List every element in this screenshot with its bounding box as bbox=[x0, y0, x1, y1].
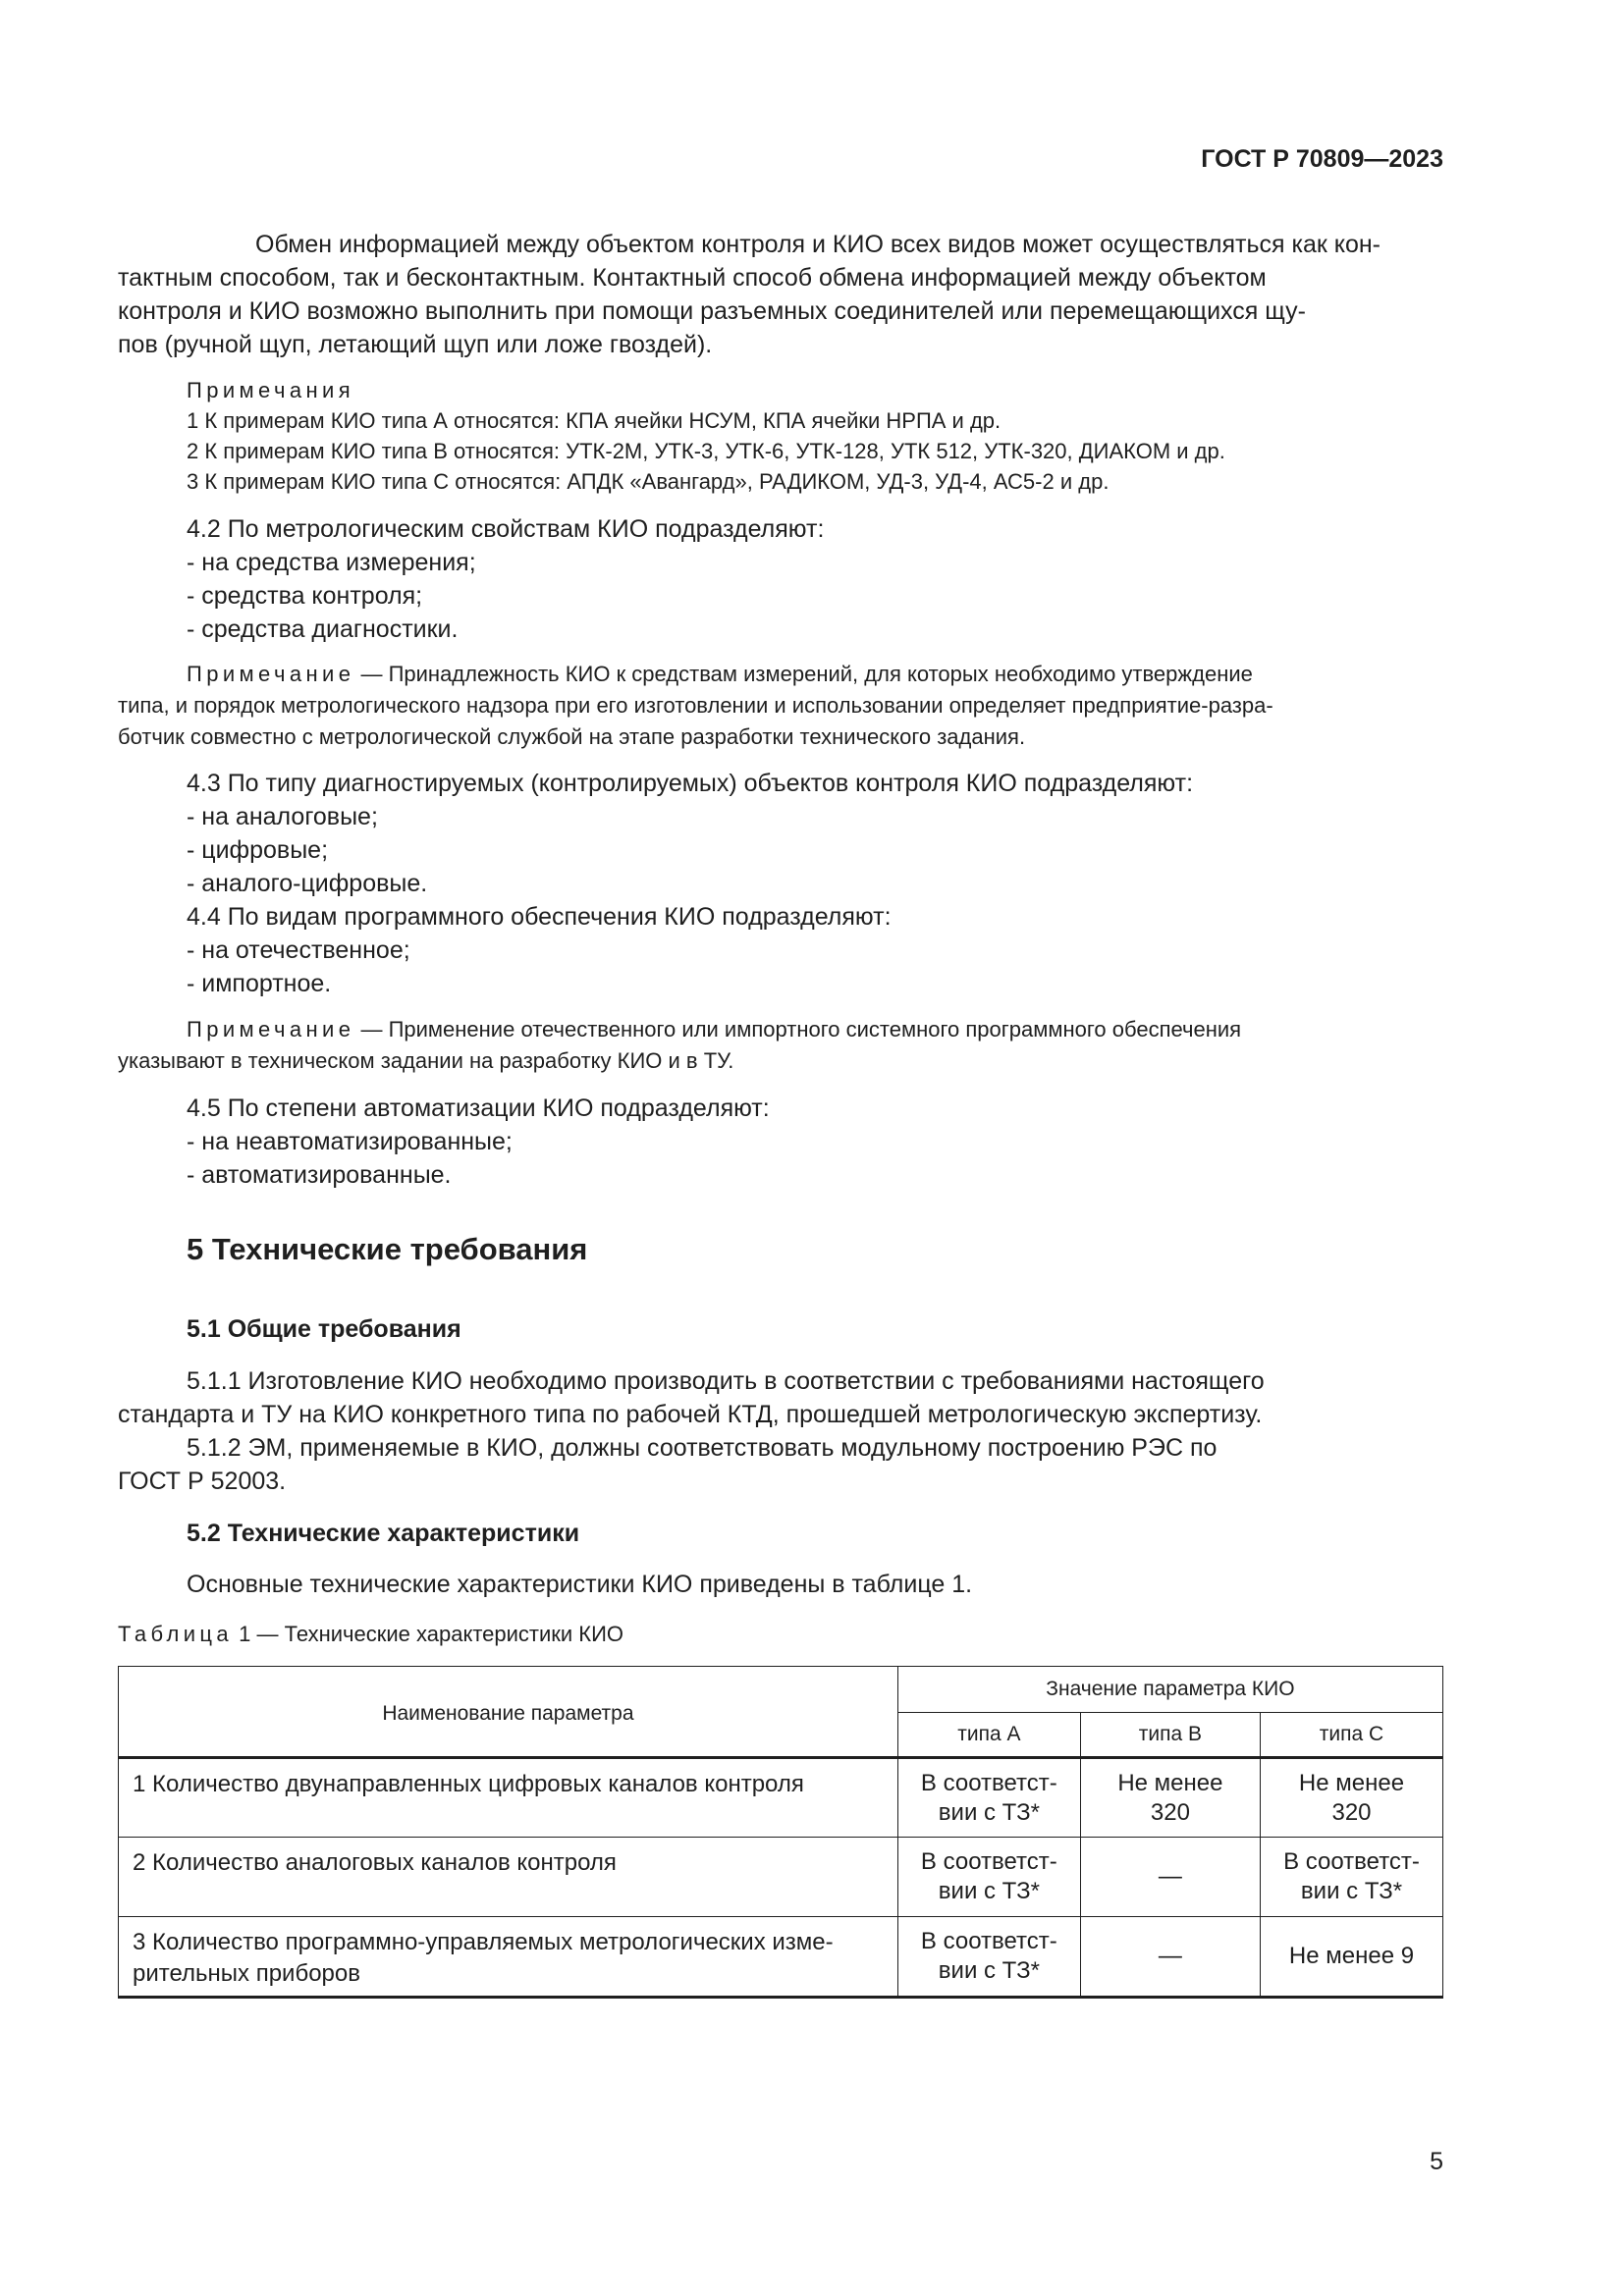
column-header-parameter-name: Наименование параметра bbox=[119, 1667, 898, 1758]
note-item-1: 1 К примерам КИО типа А относятся: КПА ячейки НСУМ, КПА ячейки НРПА и др. bbox=[187, 408, 1001, 433]
note-item-3: 3 К примерам КИО типа С относятся: АПДК «Авангард», РАДИКОМ, УД-3, УД-4, АС5-2 и др. bbox=[187, 469, 1110, 494]
cell-text: вии с ТЗ* bbox=[1300, 1878, 1403, 1904]
list-item: - средства контроля; bbox=[187, 582, 423, 610]
cell-type-a bbox=[897, 1838, 1080, 1917]
cell-text: В соответст- bbox=[1283, 1848, 1420, 1875]
cell-text: В соответст- bbox=[920, 1848, 1057, 1875]
intro-line-2: тактным способом, так и бесконтактным. Контактный способ обмена информацией между объектом bbox=[118, 264, 1267, 292]
table-caption-text: 1 — Технические характеристики КИО bbox=[233, 1622, 624, 1646]
section-4-5-heading: 4.5 По степени автоматизации КИО подразделяют: bbox=[187, 1095, 770, 1122]
cell-type-b bbox=[1080, 1758, 1260, 1838]
list-item: - на неавтоматизированные; bbox=[187, 1128, 513, 1155]
section-5-title: 5 Технические требования bbox=[187, 1232, 588, 1266]
cell-text: — bbox=[1158, 1943, 1182, 1969]
cell-text: вии с ТЗ* bbox=[938, 1878, 1040, 1904]
section-5-1-1-line-1: 5.1.1 Изготовление КИО необходимо производить в соответствии с требованиями настоящего bbox=[187, 1367, 1265, 1395]
note-2-line-2: типа, и порядок метрологического надзора при его изготовлении и использовании определяет предприятие-разра- bbox=[118, 693, 1273, 718]
cell-text: Не менее bbox=[1298, 1769, 1405, 1796]
note-item-2: 2 К примерам КИО типа В относятся: УТК-2М, УТК-3, УТК-6, УТК-128, УТК 512, УТК-320, ДИАКОМ и др. bbox=[187, 439, 1225, 463]
list-item: - цифровые; bbox=[187, 836, 329, 864]
note-dash: — bbox=[354, 1017, 389, 1041]
list-item: - на аналоговые; bbox=[187, 803, 378, 830]
cell-text: В соответст- bbox=[920, 1769, 1057, 1796]
section-5-1-title: 5.1 Общие требования bbox=[187, 1315, 461, 1343]
table-caption-label: Таблица bbox=[118, 1622, 234, 1646]
cell-text: 2 Количество аналоговых каналов контроля bbox=[133, 1849, 617, 1876]
section-4-4-heading: 4.4 По видам программного обеспечения КИО подразделяют: bbox=[187, 903, 892, 931]
cell-parameter-name bbox=[119, 1917, 898, 1998]
list-item: - средства диагностики. bbox=[187, 615, 459, 643]
table-caption bbox=[118, 1622, 623, 1647]
note-text: Применение отечественного или импортного системного программного обеспечения bbox=[388, 1017, 1242, 1041]
cell-type-b bbox=[1080, 1917, 1260, 1998]
cell-text: 1 Количество двунаправленных цифровых каналов контроля bbox=[133, 1771, 804, 1797]
section-4-2-heading: 4.2 По метрологическим свойствам КИО подразделяют: bbox=[187, 515, 825, 543]
page-number: 5 bbox=[1430, 2148, 1443, 2175]
technical-characteristics-table bbox=[118, 1666, 1443, 1999]
column-header-type-c: типа С bbox=[1260, 1713, 1442, 1758]
note-3-line-2: указывают в техническом задании на разработку КИО и в ТУ. bbox=[118, 1048, 734, 1073]
cell-parameter-name bbox=[119, 1838, 898, 1917]
note-3-line-1 bbox=[187, 1014, 1443, 1045]
note-2-line-1 bbox=[187, 659, 1443, 690]
list-item: - аналого-цифровые. bbox=[187, 870, 428, 897]
table-row bbox=[119, 1917, 1443, 1998]
note-text: Принадлежность КИО к средствам измерений, для которых необходимо утверждение bbox=[388, 662, 1253, 686]
cell-type-c bbox=[1260, 1838, 1442, 1917]
cell-type-b bbox=[1080, 1838, 1260, 1917]
notes-title: Примечания bbox=[187, 378, 355, 402]
note-label: Примечание bbox=[187, 1017, 355, 1041]
cell-parameter-name bbox=[119, 1758, 898, 1838]
cell-text: 3 Количество программно-управляемых метрологических изме- bbox=[133, 1929, 834, 1955]
cell-text: 320 bbox=[1331, 1798, 1372, 1826]
cell-type-c bbox=[1260, 1758, 1442, 1838]
cell-text: 320 bbox=[1150, 1798, 1190, 1826]
column-header-type-a: типа А bbox=[897, 1713, 1080, 1758]
section-5-1-1-line-2: стандарта и ТУ на КИО конкретного типа по рабочей КТД, прошедшей метрологическую экспертизу. bbox=[118, 1401, 1263, 1428]
list-item: - автоматизированные. bbox=[187, 1161, 452, 1189]
column-header-type-b: типа В bbox=[1080, 1713, 1260, 1758]
section-4-3-heading: 4.3 По типу диагностируемых (контролируемых) объектов контроля КИО подразделяют: bbox=[187, 770, 1194, 797]
table-row bbox=[119, 1758, 1443, 1838]
cell-text: В соответст- bbox=[920, 1928, 1057, 1954]
cell-text: вии с ТЗ* bbox=[938, 1798, 1040, 1826]
section-5-1-2-line-1: 5.1.2 ЭМ, применяемые в КИО, должны соответствовать модульному построению РЭС по bbox=[187, 1434, 1218, 1462]
cell-text: вии с ТЗ* bbox=[938, 1957, 1040, 1984]
note-label: Примечание bbox=[187, 662, 355, 686]
document-code-header: ГОСТ Р 70809—2023 bbox=[1201, 145, 1443, 173]
cell-text: Не менее bbox=[1117, 1769, 1223, 1796]
cell-text: рительных приборов bbox=[133, 1960, 360, 1987]
column-header-value-group: Значение параметра КИО bbox=[897, 1667, 1442, 1713]
cell-type-c bbox=[1260, 1917, 1442, 1998]
cell-text: — bbox=[1158, 1863, 1182, 1890]
note-2-line-3: ботчик совместно с метрологической службой на этапе разработки технического задания. bbox=[118, 724, 1026, 749]
section-5-2-title: 5.2 Технические характеристики bbox=[187, 1520, 580, 1547]
cell-type-a bbox=[897, 1758, 1080, 1838]
note-dash: — bbox=[354, 662, 389, 686]
list-item: - на средства измерения; bbox=[187, 549, 476, 576]
cell-text: Не менее 9 bbox=[1288, 1943, 1415, 1969]
list-item: - импортное. bbox=[187, 970, 332, 997]
intro-line-1: Обмен информацией между объектом контроля и КИО всех видов может осуществляться как кон- bbox=[255, 231, 1380, 258]
intro-line-3: контроля и КИО возможно выполнить при помощи разъемных соединителей или перемещающихся щу- bbox=[118, 297, 1306, 325]
section-5-2-text: Основные технические характеристики КИО приведены в таблице 1. bbox=[187, 1571, 973, 1598]
cell-type-a bbox=[897, 1917, 1080, 1998]
list-item: - на отечественное; bbox=[187, 936, 410, 964]
section-5-1-2-line-2: ГОСТ Р 52003. bbox=[118, 1468, 287, 1495]
intro-line-4: пов (ручной щуп, летающий щуп или ложе гвоздей). bbox=[118, 331, 713, 358]
table-row bbox=[119, 1838, 1443, 1917]
